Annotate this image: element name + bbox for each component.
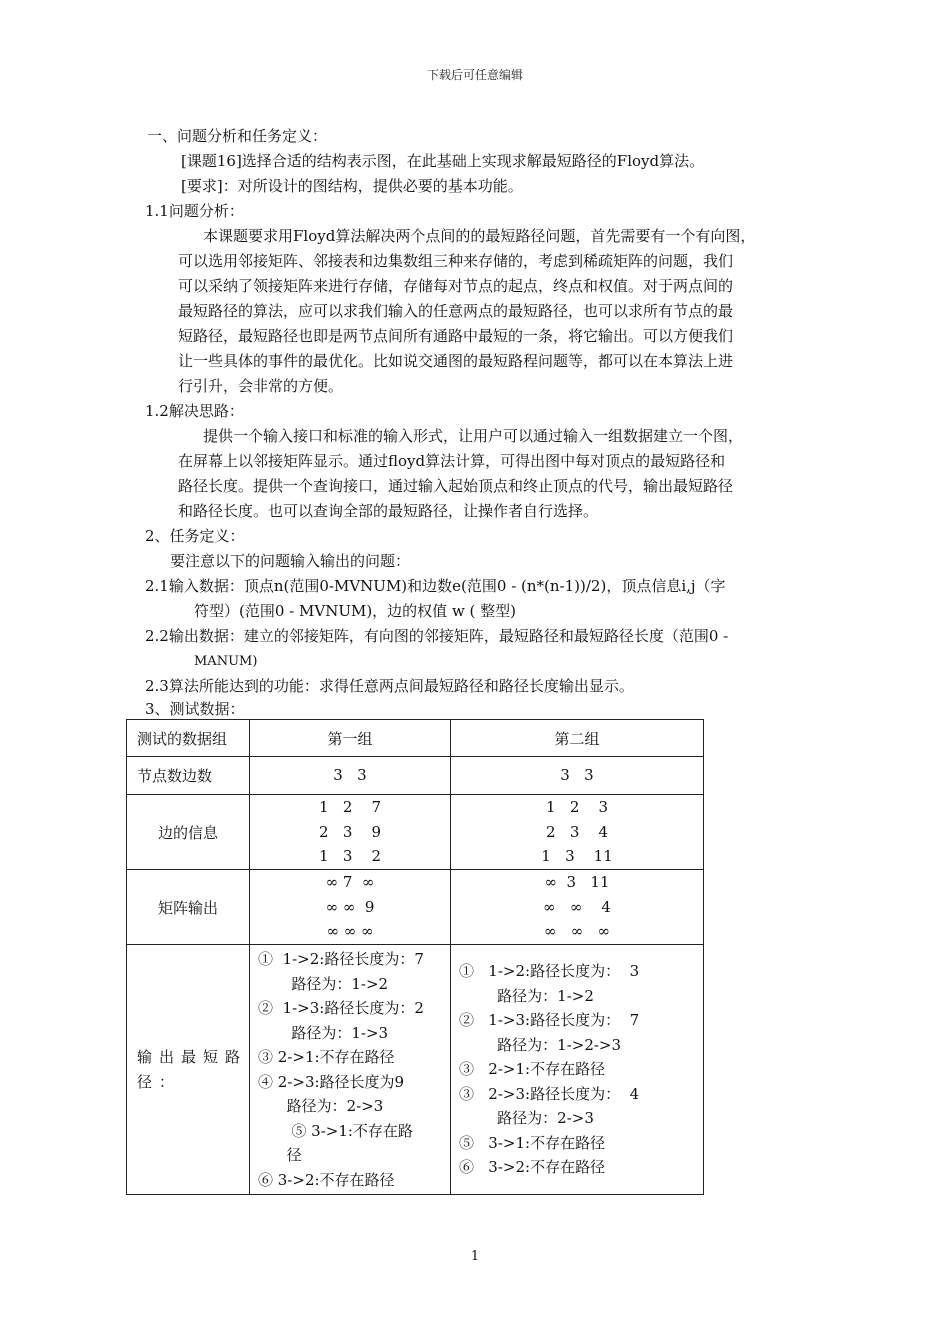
table-cell xyxy=(451,757,704,795)
paragraph-line: 行引升，会非常的方便。 xyxy=(178,377,344,395)
cell-line: 路径为：1->2->3 xyxy=(459,1035,622,1054)
paragraph-line: 2.3算法所能达到的功能：求得任意两点间最短路径和路径长度输出显示。 xyxy=(145,677,634,695)
test-data-table xyxy=(126,719,704,1195)
cell-line: 1 2 3 xyxy=(545,798,608,817)
cell-line: 路径为：1->2 xyxy=(258,974,389,993)
paragraph-line: 最短路径的算法，应可以求我们输入的任意两点的最短路径，也可以求所有节点的最 xyxy=(178,302,734,320)
header-cell: 第一组 xyxy=(250,720,451,757)
table-row-output xyxy=(127,945,704,1195)
header-cell: 测试的数据组 xyxy=(127,720,250,757)
table-cell xyxy=(250,870,451,945)
cell-line: 3 3 xyxy=(333,766,367,785)
paragraph-line: 在屏幕上以邻接矩阵显示。通过floyd算法计算，可得出图中每对顶点的最短路径和 xyxy=(178,452,726,470)
row-label: 矩阵输出 xyxy=(127,870,250,945)
row-label: 节点数边数 xyxy=(127,757,250,795)
table-row xyxy=(127,870,704,945)
page-number: 1 xyxy=(470,1249,480,1264)
table-row xyxy=(127,757,704,795)
cell-line: 1 2 7 xyxy=(318,798,381,817)
cell-line: 1 3 2 xyxy=(318,847,381,866)
cell-line: ③ 2->1:不存在路径 xyxy=(258,1048,395,1066)
paragraph-line: MANUM) xyxy=(194,654,258,669)
section-heading-1: 一、问题分析和任务定义： xyxy=(147,127,328,145)
paragraph-line: 符型）(范围0 - MVNUM)，边的权值 w ( 整型) xyxy=(194,602,517,620)
subheading-1-1: 1.1问题分析： xyxy=(145,202,244,220)
paragraph-line: 2.2输出数据：建立的邻接矩阵，有向图的邻接矩阵，最短路径和最短路径长度（范围0 - xyxy=(145,627,729,645)
paragraph-line: 2.1输入数据：顶点n(范围0-MVNUM)和边数e(范围0 - (n*(n-1))/2)，顶点信息i,j（字 xyxy=(145,577,726,595)
topic-line: [课题16]选择合适的结构表示图，在此基础上实现求解最短路径的Floyd算法。 xyxy=(181,152,705,170)
cell-line: 路径为：2->3 xyxy=(258,1097,384,1115)
paragraph-line: 路径长度。提供一个查询接口，通过输入起始顶点和终止顶点的代号，输出最短路径 xyxy=(178,477,734,495)
cell-line: ① 1->2:路径长度为： 3 xyxy=(459,962,640,981)
cell-line: 路径为：2->3 xyxy=(459,1109,594,1128)
section-heading-2: 2、任务定义： xyxy=(145,527,245,545)
paragraph-line: 可以选用邻接矩阵、邻接表和边集数组三种来存储的，考虑到稀疏矩阵的问题，我们 xyxy=(178,252,734,270)
row-label: 输出最短路径： xyxy=(127,945,250,1195)
paragraph-line: 和路径长度。也可以查询全部的最短路径，让操作者自行选择。 xyxy=(178,502,599,520)
table-cell xyxy=(451,795,704,870)
cell-line: ∞ ∞ ∞ xyxy=(326,922,374,941)
cell-line: ② 1->3:路径长度为：2 xyxy=(258,999,424,1017)
cell-line: 1 3 11 xyxy=(541,847,613,866)
cell-line: ④ 2->3:路径长度为9 xyxy=(258,1072,405,1091)
cell-line: 路径为：1->3 xyxy=(258,1023,389,1042)
cell-line: 径 xyxy=(258,1146,302,1164)
cell-line: 2 3 4 xyxy=(545,822,608,841)
cell-line: ② 1->3:路径长度为： 7 xyxy=(459,1011,640,1030)
table-row xyxy=(127,795,704,870)
cell-line: ⑤ 3->1:不存在路 xyxy=(258,1121,413,1140)
table-cell xyxy=(451,945,704,1195)
cell-line: 路径为：1->2 xyxy=(459,986,594,1005)
table-cell xyxy=(451,870,704,945)
subheading-1-2: 1.2解决思路： xyxy=(145,402,244,420)
paragraph-line: 短路径，最短路径也即是两节点间所有通路中最短的一条，将它输出。可以方便我们 xyxy=(178,327,734,345)
page-header: 下载后可任意编辑 xyxy=(426,68,523,82)
cell-line: ∞ 3 11 xyxy=(544,873,610,892)
table-cell xyxy=(250,945,451,1195)
paragraph-line: 本课题要求用Floyd算法解决两个点间的的最短路径问题，首先需要有一个有向图， xyxy=(203,227,756,245)
row-label: 边的信息 xyxy=(127,795,250,870)
cell-line: ① 1->2:路径长度为：7 xyxy=(258,950,424,968)
cell-line: 2 3 9 xyxy=(318,822,381,841)
header-cell: 第二组 xyxy=(451,720,704,757)
cell-line: ∞ 7 ∞ xyxy=(325,873,375,892)
table-header-row xyxy=(127,720,704,757)
section-heading-3: 3、测试数据： xyxy=(145,700,245,718)
cell-line: ③ 2->3:路径长度为： 4 xyxy=(459,1084,640,1103)
paragraph-line: 让一些具体的事件的最优化。比如说交通图的最短路程问题等，都可以在本算法上进 xyxy=(178,352,734,370)
cell-line: ∞ ∞ ∞ xyxy=(543,922,611,941)
cell-line: ⑥ 3->2:不存在路径 xyxy=(459,1158,606,1177)
cell-line: 3 3 xyxy=(560,766,594,785)
paragraph-line: 提供一个输入接口和标准的输入形式，让用户可以通过输入一组数据建立一个图， xyxy=(203,427,744,445)
cell-line: ⑥ 3->2:不存在路径 xyxy=(258,1170,395,1189)
table-cell xyxy=(250,795,451,870)
requirement-line: [要求]：对所设计的图结构，提供必要的基本功能。 xyxy=(181,177,523,195)
table-cell xyxy=(250,757,451,795)
paragraph-line: 可以采纳了领接矩阵来进行存储，存储每对节点的起点，终点和权值。对于两点间的 xyxy=(178,277,734,295)
cell-line: ③ 2->1:不存在路径 xyxy=(459,1060,606,1079)
paragraph-line: 要注意以下的问题输入输出的问题： xyxy=(170,552,411,570)
cell-line: ∞ ∞ 9 xyxy=(325,897,375,916)
cell-line: ∞ ∞ 4 xyxy=(543,897,611,916)
cell-line: ⑤ 3->1:不存在路径 xyxy=(459,1133,606,1152)
